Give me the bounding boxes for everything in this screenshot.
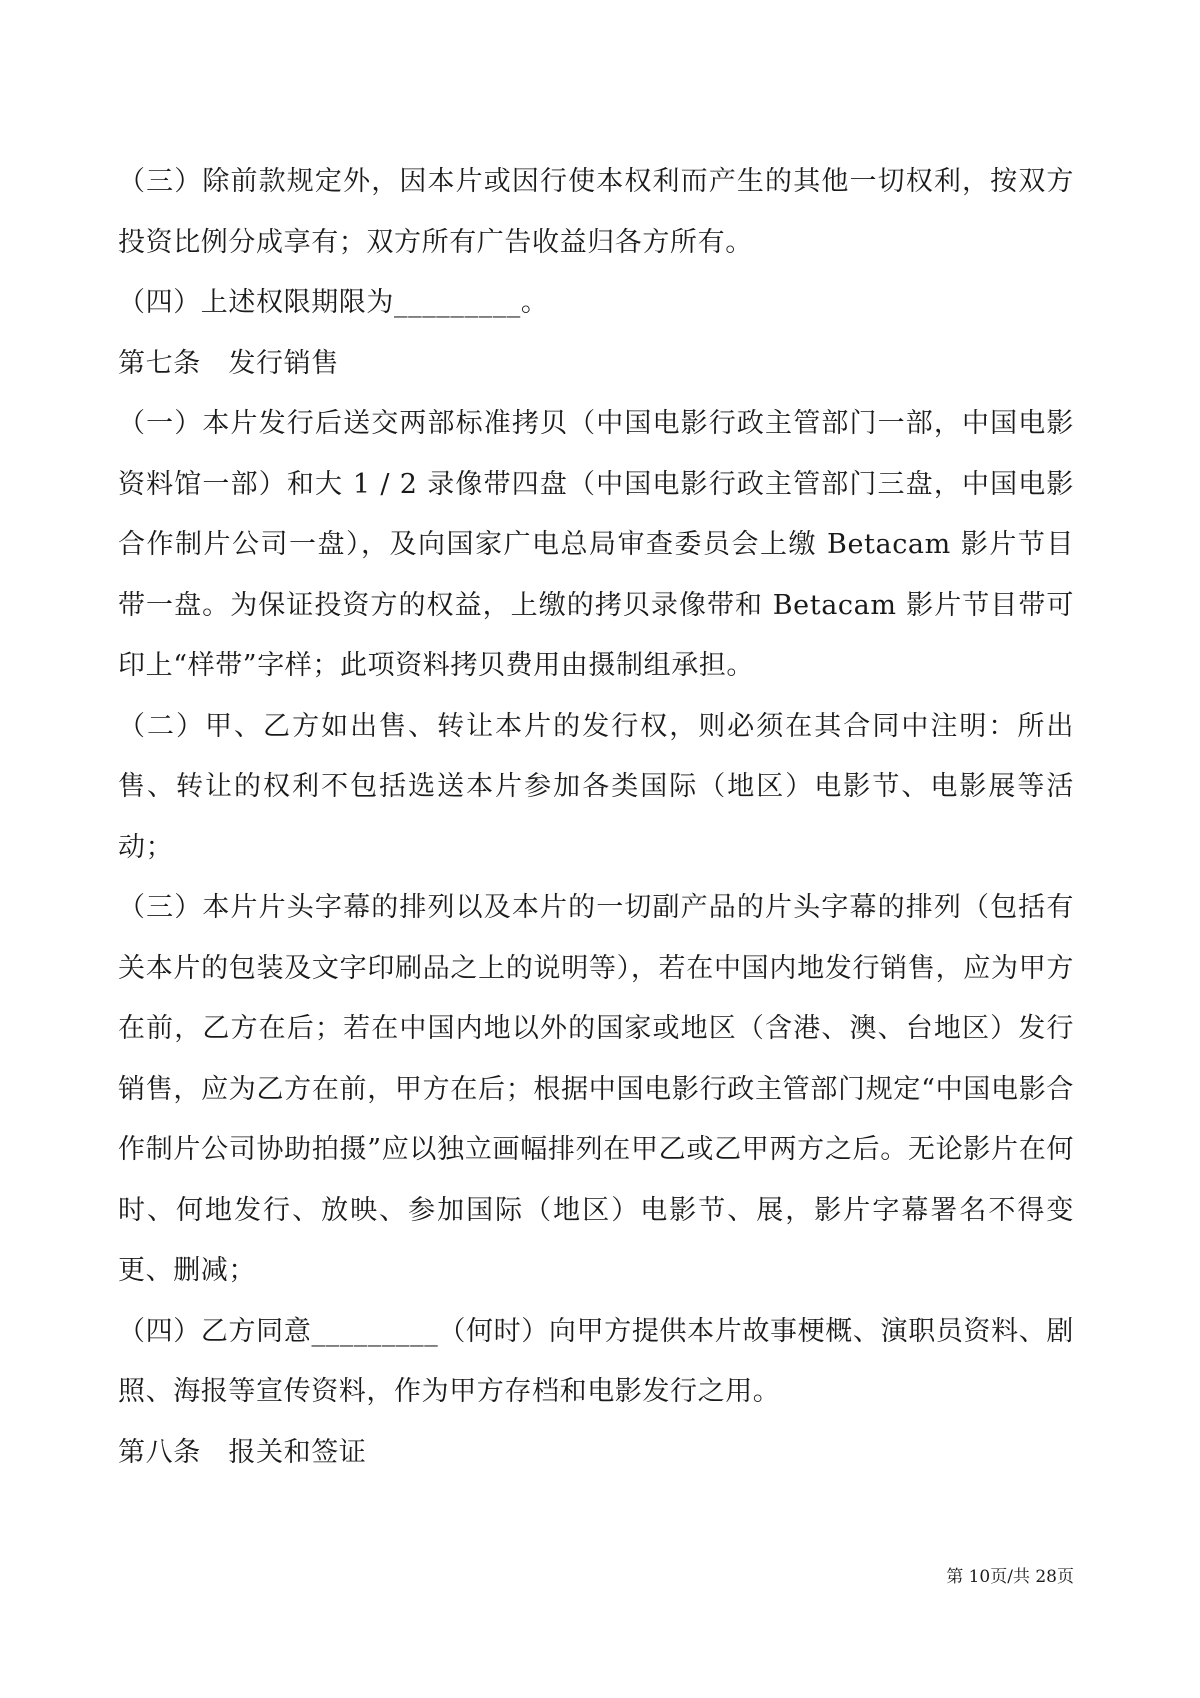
heading-article-7: 第七条 发行销售 <box>118 347 339 379</box>
heading-article-8: 第八条 报关和签证 <box>118 1436 367 1468</box>
paragraph-clause-7-4: （四）乙方同意_________（何时）向甲方提供本片故事梗概、演职员资料、剧照、海报等宣传资料，作为甲方存档和电影发行之用。 <box>118 1315 1074 1407</box>
page-number-footer: 第 10页/共 28页 <box>946 1567 1074 1587</box>
document-body <box>118 152 1074 1483</box>
paragraph-clause-6-4: （四）上述权限期限为_________。 <box>118 287 549 318</box>
paragraph-clause-6-3: （三）除前款规定外，因本片或因行使本权利而产生的其他一切权利，按双方投资比例分成享有；双方所有广告收益归各方所有。 <box>118 166 1074 258</box>
paragraph-clause-7-2: （二）甲、乙方如出售、转让本片的发行权，则必须在其合同中注明：所出售、转让的权利不包括选送本片参加各类国际（地区）电影节、电影展等活动； <box>118 710 1074 863</box>
paragraph-clause-7-1: （一）本片发行后送交两部标准拷贝（中国电影行政主管部门一部，中国电影资料馆一部）和大 1 / 2 录像带四盘（中国电影行政主管部门三盘，中国电影合作制片公司一盘），及向国家广电总局审查委员会上缴 Betacam 影片节目带一盘。为保证投资方的权益，上缴的拷贝录像带和 Betacam 影片节目带可印上“样带”字样；此项资料拷贝费用由摄制组承担。 <box>118 408 1074 681</box>
paragraph-clause-7-3: （三）本片片头字幕的排列以及本片的一切副产品的片头字幕的排列（包括有关本片的包装及文字印刷品之上的说明等），若在中国内地发行销售，应为甲方在前，乙方在后；若在中国内地以外的国家或地区（含港、澳、台地区）发行销售，应为乙方在前，甲方在后；根据中国电影行政主管部门规定“中国电影合作制片公司协助拍摄”应以独立画幅排列在甲乙或乙甲两方之后。无论影片在何时、何地发行、放映、参加国际（地区）电影节、展，影片字幕署名不得变更、删减； <box>118 892 1074 1286</box>
